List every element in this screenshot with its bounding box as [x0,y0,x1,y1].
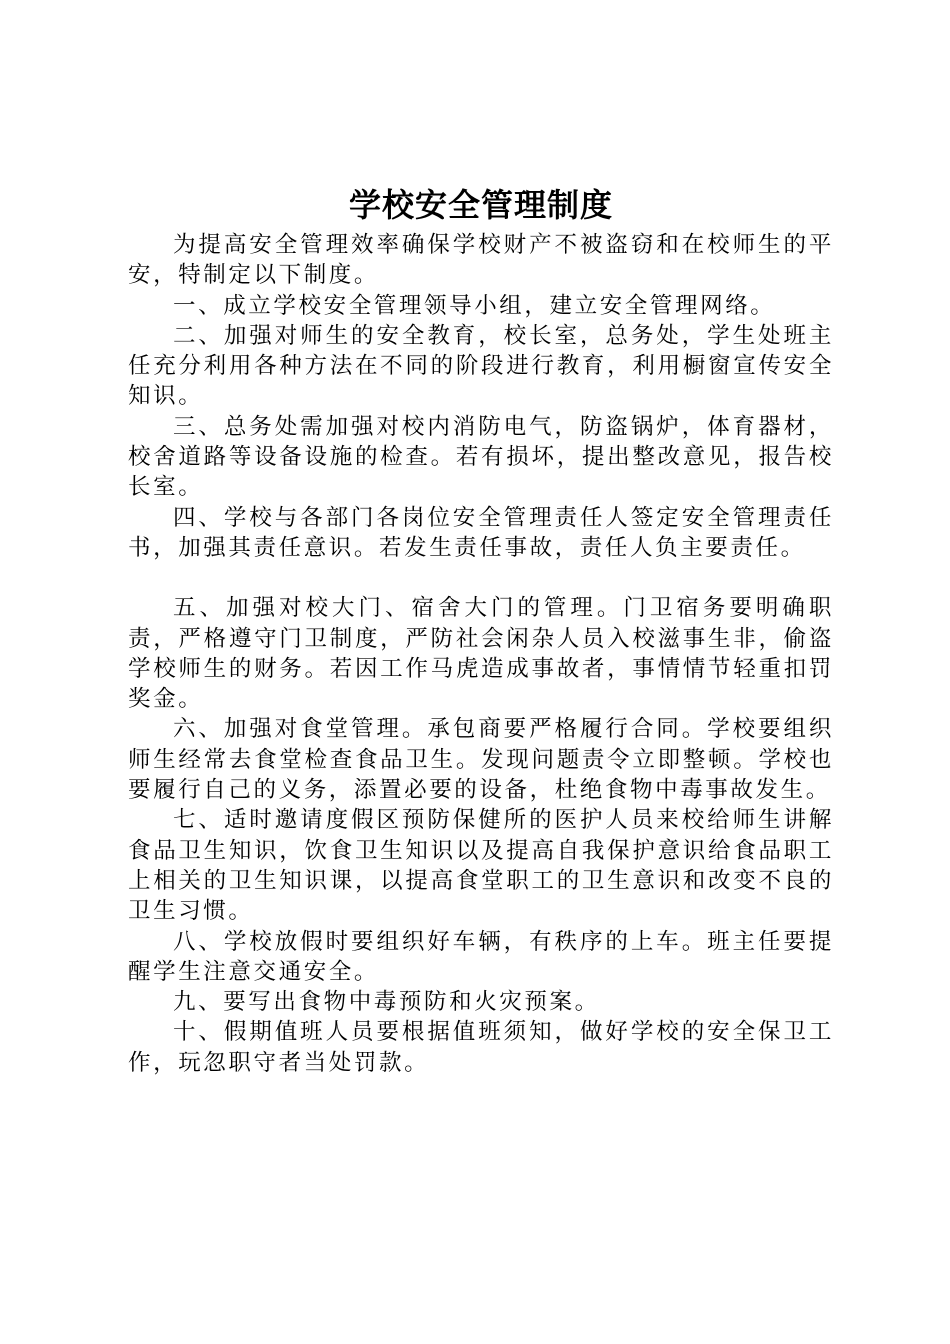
paragraph-intro: 为提高安全管理效率确保学校财产不被盗窃和在校师生的平安，特制定以下制度。 [128,232,834,289]
paragraph-item-4: 四、学校与各部门各岗位安全管理责任人签定安全管理责任书，加强其责任意识。若发生责任事故，责任人负主要责任。 [128,504,834,561]
paragraph-item-6: 六、加强对食堂管理。承包商要严格履行合同。学校要组织师生经常去食堂检查食品卫生。发现问题责令立即整顿。学校也要履行自己的义务，添置必要的设备，杜绝食物中毒事故发生。 [128,716,834,804]
paragraph-item-5: 五、加强对校大门、宿舍大门的管理。门卫宿务要明确职责，严格遵守门卫制度，严防社会闲杂人员入校滋事生非，偷盗学校师生的财务。若因工作马虎造成事故者，事情情节轻重扣罚奖金。 [128,595,834,713]
paragraph-item-2: 二、加强对师生的安全教育，校长室，总务处，学生处班主任充分利用各种方法在不同的阶段进行教育，利用橱窗宣传安全知识。 [128,322,834,410]
document-page [128,180,834,1078]
paragraph-item-7: 七、适时邀请度假区预防保健所的医护人员来校给师生讲解食品卫生知识，饮食卫生知识以及提高自我保护意识给食品职工上相关的卫生知识课，以提高食堂职工的卫生意识和改变不良的卫生习惯。 [128,807,834,925]
paragraph-item-9: 九、要写出食物中毒预防和火灾预案。 [173,989,600,1016]
document-title: 学校安全管理制度 [348,186,613,224]
paragraph-item-8: 八、学校放假时要组织好车辆，有秩序的上车。班主任要提醒学生注意交通安全。 [128,928,834,985]
paragraph-item-3: 三、总务处需加强对校内消防电气，防盗锅炉，体育器材，校舍道路等设备设施的检查。若有损坏，提出整改意见，报告校长室。 [128,413,834,501]
paragraph-item-1: 一、成立学校安全管理领导小组，建立安全管理网络。 [173,292,776,319]
paragraph-item-10: 十、假期值班人员要根据值班须知，做好学校的安全保卫工作，玩忽职守者当处罚款。 [128,1019,834,1076]
